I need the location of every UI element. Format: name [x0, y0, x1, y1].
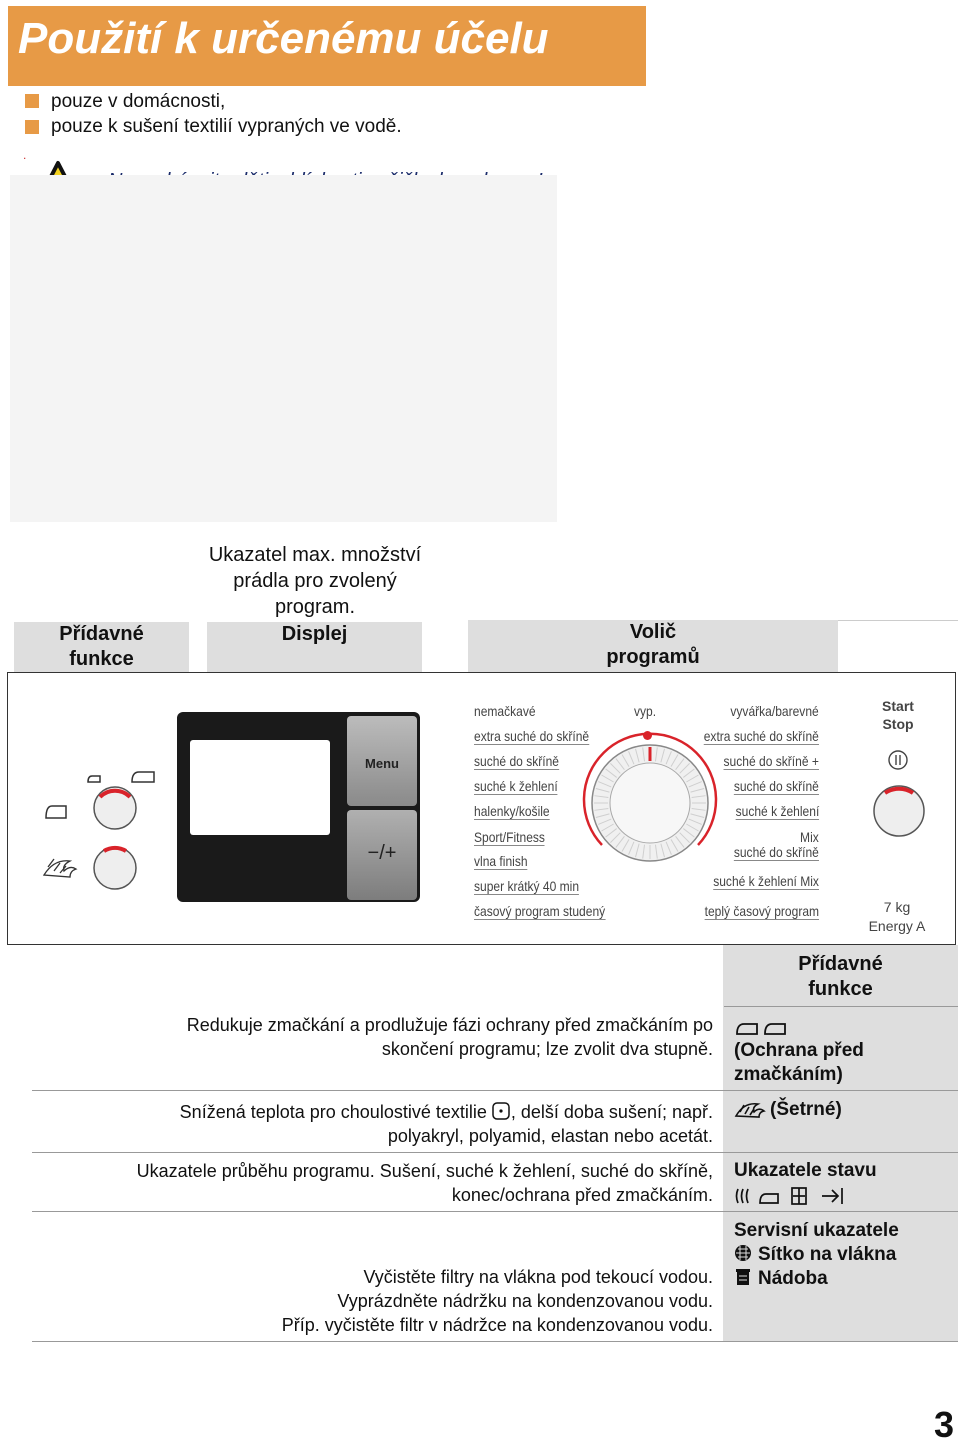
usage-item-2: pouze k sušení textilií vypraných ve vodě.: [51, 116, 402, 137]
program-off[interactable]: vyp.: [634, 703, 657, 719]
legend-row-4-label: [734, 1219, 899, 1291]
legend-heading-line-1: Přídavné: [798, 953, 883, 975]
minus-plus-label: −/+: [367, 842, 397, 864]
max-load-line-2: prádla pro zvolený: [233, 570, 397, 592]
program-selector-dial[interactable]: [575, 725, 725, 875]
stray-dot: .: [23, 148, 27, 162]
container-label: Nádoba: [758, 1268, 828, 1289]
delicate-textile-icon: [491, 1102, 511, 1120]
max-load-line-1: Ukazatel max. množství: [208, 544, 422, 566]
legend-row-2-desc-line-1: [30, 1100, 713, 1124]
legend-row-1-desc-line-2: skončení programu; lze zvolit dva stupně.: [381, 1039, 713, 1059]
legend-row-1-label-line-1: (Ochrana před: [734, 1040, 864, 1061]
program-right-4[interactable]: suché do skříně: [733, 778, 819, 794]
display-callout: [207, 622, 422, 672]
menu-label: Menu: [365, 756, 399, 771]
legend-row-4-desc-line-3: Příp. vyčistěte filtr v nádržce na kondenzovanou vodu.: [281, 1315, 713, 1335]
usage-item-1: pouze v domácnosti,: [51, 91, 226, 112]
legend-row-3-desc: [30, 1159, 713, 1207]
callout-divider: [838, 620, 958, 621]
selector-line-1: Volič: [629, 621, 677, 643]
program-right-8[interactable]: suché k žehlení Mix: [713, 873, 819, 889]
divider: [32, 1090, 958, 1091]
container-row: [734, 1267, 899, 1291]
image-placeholder: [10, 175, 557, 522]
service-indicators-label: Servisní ukazatele: [734, 1220, 899, 1241]
display-label: Displej: [281, 623, 348, 645]
max-load-callout: [180, 542, 450, 620]
container-icon: [734, 1268, 752, 1286]
display-screen: [190, 740, 330, 835]
legend-row-2-desc-part-2: , delší doba sušení; např.: [510, 1102, 713, 1122]
program-left-1[interactable]: nemačkavé: [474, 703, 536, 719]
legend-row-4-desc-line-1: Vyčistěte filtry na vlákna pod tekoucí vodou.: [363, 1267, 713, 1287]
bullet-square: [25, 94, 39, 108]
legend-row-4-desc-line-2: Vyprázdněte nádržku na kondenzovanou vodu.: [337, 1291, 713, 1311]
stop-label: Stop: [882, 716, 914, 732]
start-stop-label: [868, 697, 928, 733]
legend-row-2-desc-part-1: Snížená teplota pro choulostivé textilie: [179, 1102, 487, 1122]
program-right-1[interactable]: vyvářka/barevné: [730, 703, 819, 719]
bullet-square: [25, 120, 39, 134]
lint-filter-row: [734, 1243, 899, 1267]
iron-icon: [760, 1194, 778, 1203]
extra-functions-callout: [14, 622, 189, 672]
iron-pair-icon: [734, 1016, 790, 1038]
program-left-8[interactable]: super krátký 40 min: [474, 878, 580, 894]
legend-row-4-desc: [30, 1265, 713, 1337]
program-right-9[interactable]: teplý časový program: [704, 903, 819, 919]
legend-row-1-desc: [60, 1013, 713, 1061]
program-left-3[interactable]: suché do skříně: [474, 753, 560, 769]
program-left-2[interactable]: extra suché do skříně: [474, 728, 590, 744]
program-right-2[interactable]: extra suché do skříně: [703, 728, 819, 744]
selector-line-2: programů: [606, 646, 700, 668]
lint-filter-label: Sítko na vlákna: [758, 1244, 897, 1265]
program-left-9[interactable]: časový program studený: [474, 903, 606, 919]
selector-callout: [468, 620, 838, 672]
divider: [32, 1152, 958, 1153]
end-icon: [822, 1188, 842, 1204]
page-number: 3: [933, 1404, 954, 1445]
gentle-button[interactable]: [90, 843, 140, 893]
divider: [724, 1006, 958, 1007]
program-left-6[interactable]: Sport/Fitness: [474, 829, 545, 845]
extra-functions-line-2: funkce: [69, 648, 134, 670]
legend-row-3-desc-line-1: Ukazatele průběhu programu. Sušení, suché k žehlení, suché do skříně,: [136, 1161, 713, 1181]
legend-row-3-label: Ukazatele stavu: [734, 1160, 877, 1181]
program-left-4[interactable]: suché k žehlení: [474, 778, 558, 794]
lint-filter-icon: [734, 1244, 752, 1262]
drying-icon: [737, 1189, 749, 1203]
divider: [32, 1211, 958, 1212]
legend-heading: [723, 952, 958, 1002]
extra-functions-line-1: Přídavné: [59, 623, 144, 645]
program-right-3[interactable]: suché do skříně +: [723, 753, 819, 769]
program-right-5[interactable]: suché k žehlení: [735, 803, 819, 819]
legend-row-2-label: (Šetrné): [770, 1099, 842, 1120]
off-position-dot: [643, 731, 652, 740]
legend-row-3-desc-line-2: konec/ochrana před zmačkáním.: [451, 1185, 713, 1205]
max-load-line-3: program.: [274, 596, 356, 618]
legend-row-1-label-line-2: zmačkáním): [734, 1064, 843, 1085]
legend-row-1-label: [734, 1039, 864, 1087]
legend-heading-line-2: funkce: [808, 978, 873, 1000]
start-pause-icon: [886, 748, 910, 772]
energy-label: Energy A: [868, 918, 926, 934]
rating-label: [862, 898, 932, 936]
page-title: Použití k určenému účelu: [18, 14, 549, 63]
legend-row-1-desc-line-1: Redukuje zmačkání a prodlužuje fázi ochrany před zmačkáním po: [186, 1015, 713, 1035]
minus-plus-button[interactable]: [347, 810, 417, 900]
legend-row-2-desc-line-2: polyakryl, polyamid, elastan nebo acetát.: [387, 1126, 713, 1146]
menu-button[interactable]: [347, 716, 417, 806]
program-left-5[interactable]: halenky/košile: [474, 803, 550, 819]
hand-icon: [734, 1098, 766, 1120]
start-stop-button[interactable]: [871, 783, 927, 839]
program-right-6[interactable]: Mix: [800, 829, 819, 845]
program-right-7[interactable]: suché do skříně: [733, 844, 819, 860]
legend-row-2-desc: [30, 1100, 713, 1148]
start-label: Start: [882, 698, 914, 714]
program-left-7[interactable]: vlna finish: [474, 853, 528, 869]
status-icons: [734, 1185, 854, 1207]
capacity-label: 7 kg: [883, 899, 911, 915]
divider: [32, 1341, 958, 1342]
crease-guard-button[interactable]: [90, 783, 140, 833]
